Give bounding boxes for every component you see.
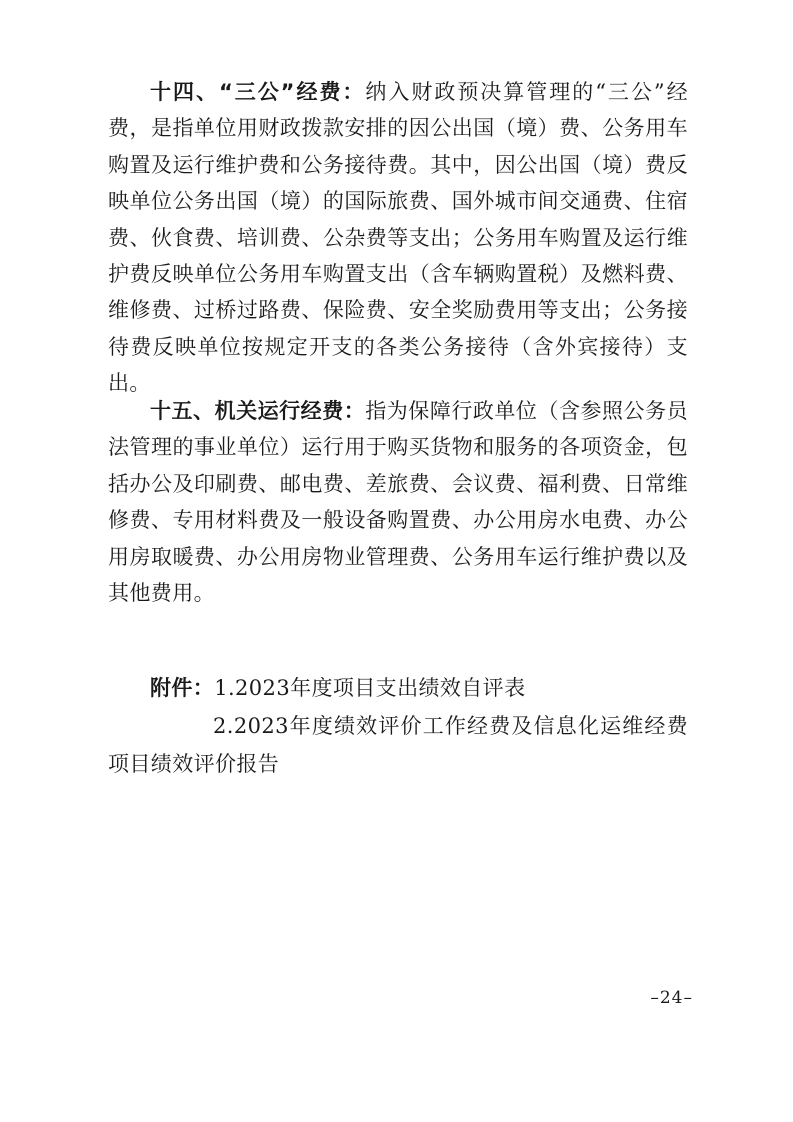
attachments-block	[108, 669, 688, 783]
section-fifteen-body: 指为保障行政单位（含参照公务员法管理的事业单位）运行用于购买货物和服务的各项资金，包括办公及印刷费、邮电费、差旅费、会议费、福利费、日常维修费、专用材料费及一般设备购置费、办公用房水电费、办公用房取暖费、办公用房物业管理费、公务用车运行维护费以及其他费用。	[108, 399, 688, 606]
attachment-item-1-text: 1.2023年度项目支出绩效自评表	[214, 676, 526, 700]
section-fifteen-term: 十五、机关运行经费	[150, 399, 344, 423]
section-fifteen-separator: ：	[343, 399, 366, 423]
attachment-item-2: 2.2023年度绩效评价工作经费及信息化运维经费项目绩效评价报告	[108, 714, 688, 776]
section-fourteen-paragraph	[108, 74, 688, 402]
section-fourteen-term: 十四、“三公”经费	[150, 80, 343, 104]
section-fourteen-separator: ：	[342, 80, 366, 104]
section-fourteen-body: 纳入财政预决算管理的“三公”经费，是指单位用财政拨款安排的因公出国（境）费、公务用车购置及运行维护费和公务接待费。其中，因公出国（境）费反映单位公务出国（境）的国际旅费、国外城市间交通费、住宿费、伙食费、培训费、公杂费等支出；公务用车购置及运行维护费反映单位公务用车购置支出（含车辆购置税）及燃料费、维修费、过桥过路费、保险费、安全奖励费用等支出；公务接待费反映单位按规定开支的各类公务接待（含外宾接待）支出。	[108, 80, 688, 396]
attachments-label: 附件：	[150, 676, 215, 700]
page-number: –24–	[650, 988, 693, 1008]
section-fifteen-paragraph	[108, 393, 688, 611]
attachment-item-1	[108, 669, 688, 707]
